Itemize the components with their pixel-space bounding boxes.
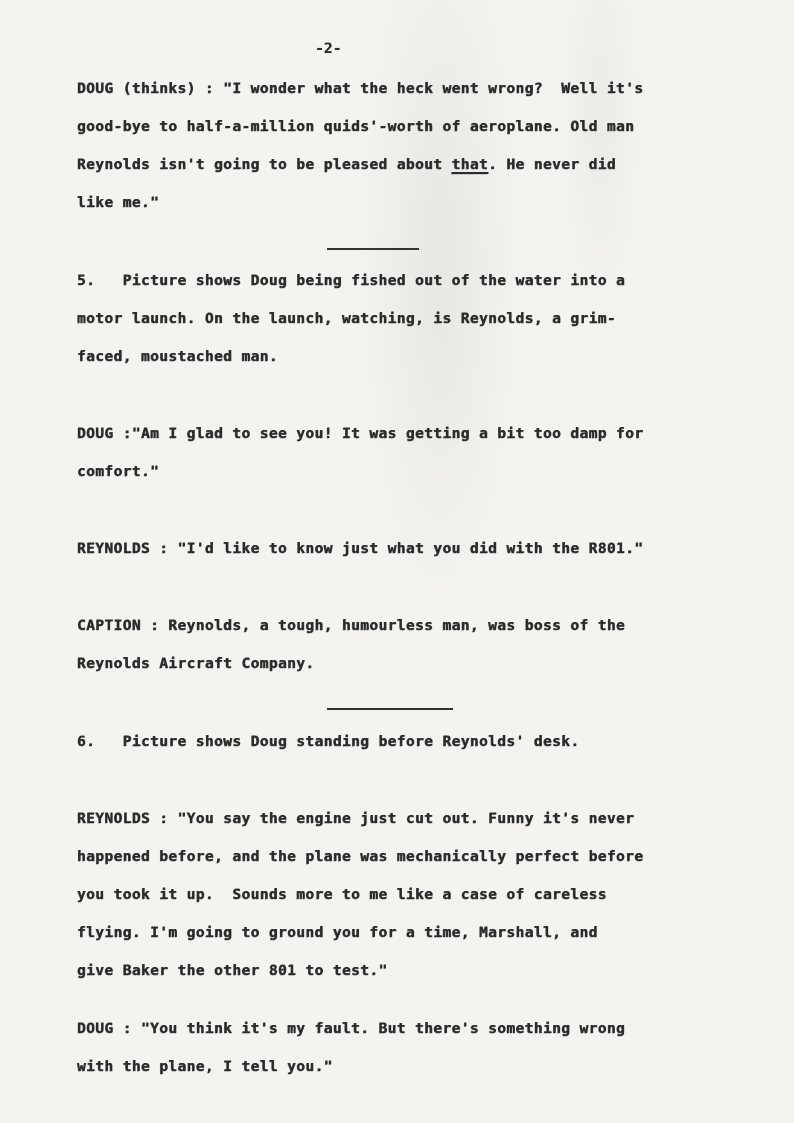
text-line: good-bye to half-a-million quids'-worth of aeroplane. Old man	[77, 118, 635, 135]
text-line: DOUG : "You think it's my fault. But there's something wrong	[77, 1020, 626, 1037]
text-line: 6. Picture shows Doug standing before Reynolds' desk.	[77, 733, 580, 750]
text-line: motor launch. On the launch, watching, is Reynolds, a grim-	[77, 310, 617, 327]
text-line: with the plane, I tell you."	[77, 1058, 333, 1075]
text-line: REYNOLDS : "You say the engine just cut out. Funny it's never	[77, 810, 635, 827]
page-number: -2-	[315, 40, 342, 57]
text-line: DOUG (thinks) : "I wonder what the heck went wrong? Well it's	[77, 80, 644, 97]
text-segment: Reynolds isn't going to be pleased about	[77, 156, 452, 173]
text-line: REYNOLDS : "I'd like to know just what you did with the R801."	[77, 540, 644, 557]
text-line: 5. Picture shows Doug being fished out of the water into a	[77, 272, 626, 289]
text-line: CAPTION : Reynolds, a tough, humourless man, was boss of the	[77, 617, 626, 634]
section-divider	[327, 708, 453, 710]
text-line	[77, 156, 616, 173]
section-divider	[327, 248, 419, 250]
text-segment: . He never did	[488, 156, 617, 173]
text-line: give Baker the other 801 to test."	[77, 962, 388, 979]
text-line: happened before, and the plane was mechanically perfect before	[77, 848, 644, 865]
text-line: you took it up. Sounds more to me like a case of careless	[77, 886, 607, 903]
text-line: like me."	[77, 194, 160, 211]
text-line: faced, moustached man.	[77, 348, 278, 365]
text-line: comfort."	[77, 463, 160, 480]
text-line: DOUG :"Am I glad to see you! It was getting a bit too damp for	[77, 425, 644, 442]
text-line: Reynolds Aircraft Company.	[77, 655, 315, 672]
text-line: flying. I'm going to ground you for a time, Marshall, and	[77, 924, 598, 941]
underlined-word: that	[451, 156, 489, 173]
